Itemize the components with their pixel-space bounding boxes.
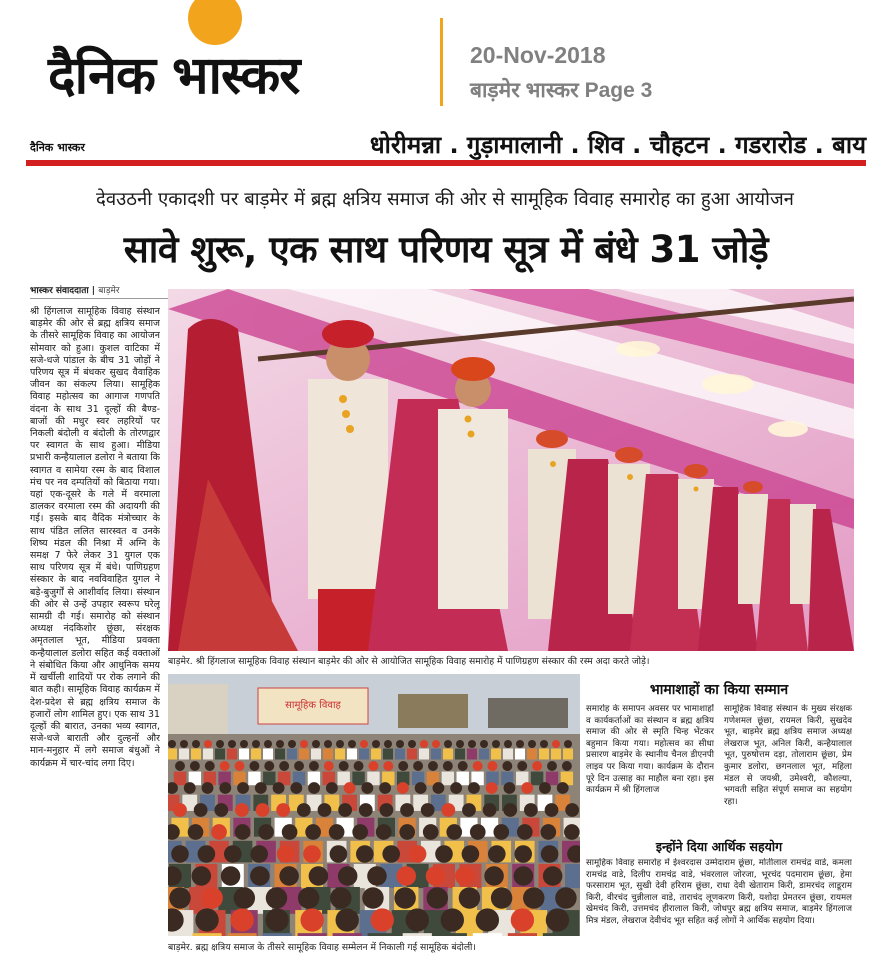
sidebar-title: भामाशाहों का किया सम्मान (649, 682, 789, 698)
article-body: श्री हिंगलाज सामूहिक विवाह संस्थान बाड़मेर की ओर से ब्रह्म क्षत्रिय समाज के तीसरे सामूहिक विवाह का आयोजन सोमवार को हुआ। कुशल वाटिका में सजे-धजे पांडाल के बीच 31 जोड़ों ने परिणय सूत्र में बंधकर सुखद वैवाहिक जीवन का संकल्प लिया। सामूहिक विवाह महोत्सव का आगाज गणपति वंदना के साथ 31 दूल्हों की बैण्ड-बाजों की मधुर स्वर लहरियों पर निकली बंदोली व बंदोली के तोरणद्वार पर स्वागत के साथ हुआ। मीडिया प्रभारी कन्हैयालाल डलोरा ने बताया कि स्वागत व सामेया रस्म के बाद विशाल मंच पर नव दम्पतियों को बिठाया गया। यहां एक-दूसरे के गले में वरमाला डालकर वरमाला रस्म की अदायगी की गई। इसके बाद वैदिक मंत्रोच्चार के साथ पंडित ललित सारस्वत व उनके शिष्य मंडल की निश्रा में अग्नि के समक्ष 7 फेरे लेकर 31 युगल एक साथ परिणय सूत्र में बंधे। पाणिग्रहण संस्कार के बाद नवविवाहित युगल ने बड़े-बुजुर्गों से आशीर्वाद लिया। संस्थान की ओर से उन्हें उपहार स्वरूप घरेलू सामग्री दी गई। समारोह को संस्थान अध्यक्ष नंदकिशोर छूंछा, संरक्षक अमृतलाल भूत, मीडिया प्रवक्ता कन्हैयालाल डलोरा सहित कई वक्ताओं ने संबोधित किया और आधुनिक समय में खर्चीली शादियों पर रोक लगाने की बात कही। सामूहिक विवाह कार्यक्रम में देश-प्रदेश से ब्रह्म क्षत्रिय समाज के हजारों लोग शामिल हुए। एक साथ 31 दूल्हों की बारात, उनका भव्य स्वागत, सजे-धजे बाराती और दुल्हनों और मान-मनुहार में लगे समाज बंधुओं ने कार्यक्रम में चार-चांद लगा दिए। (30, 306, 160, 769)
masthead (0, 0, 886, 120)
photo1-caption: बाड़मेर. श्री हिंगलाज सामूहिक विवाह संस्थान बाड़मेर की ओर से आयोजित सामूहिक विवाह समारोह में पाणिग्रहण संस्कार की रस्म अदा करते जोड़े। (168, 656, 650, 667)
masthead-divider (440, 18, 443, 106)
sun-logo-icon (186, 0, 244, 48)
byline: भास्कर संवाददाता | बाड़मेर (30, 283, 170, 299)
byline-author: भास्कर संवाददाता (30, 286, 89, 296)
procession-photo (168, 674, 580, 936)
sidebar-column-a: समारोह के समापन अवसर पर भामाशाहों व कार्यकर्ताओं का संस्थान व ब्रह्म क्षत्रिय समाज की ओर से स्मृति चिन्ह भेंटकर बहुमान किया गया। महोत्सव का सीधा प्रसारण बाड़मेर के स्थानीय चैनल डीएनपी लाइव पर किया गया। कार्यक्रम के दौरान पूरे दिन उत्साह का माहौल बना रहा। इस कार्यक्रम में श्री हिंगलाज (586, 704, 714, 796)
procession-banner-text: सामूहिक विवाह (285, 700, 341, 711)
photo2-caption: बाड़मेर. ब्रह्म क्षत्रिय समाज के तीसरे सामूहिक विवाह सम्मेलन में निकाली गई सामूहिक बंदोली। (168, 942, 476, 953)
sidebar-donors: सामूहिक विवाह समारोह में ईश्वरदास उम्मेदाराम छूंछा, मोतीलाल रामचंद्र वाडे, कमला रामचंद्र वाडे, दिलीप रामचंद्र वाडे, भंवरलाल जोरजा, भूरचंद पदमाराम छूंछा, हेमा फरसाराम भूत, सुखी देवी हरिराम छूंछा, राधा देवी खेताराम किरी, डामरचंद लाडूराम किरी, वीरचंद चुन्नीलाल वाडे, ताराचंद लूणकरण किरी, यशोदा प्रेमतरन छूंछा, रायमल खेमचंद किरी, उत्तमचंद हीरालाल किरी, जोधपुर ब्रह्म क्षत्रिय समाज, बाड़मेर हिंगलाज मित्र मंडल, लेखराज देवीचंद भूत सहित कई लोगों ने आर्थिक सहयोग दिया। (586, 858, 852, 926)
honours-sidebar (584, 674, 854, 956)
publication-date: 20-Nov-2018 (470, 42, 606, 68)
sidebar-subtitle: इन्होंने दिया आर्थिक सहयोग (655, 839, 783, 854)
mini-logo: दैनिक भास्कर (30, 141, 85, 154)
newspaper-logo: दैनिक भास्कर (48, 46, 300, 106)
sidebar-column-b: सामूहिक विवाह संस्थान के मुख्य संरक्षक गणेशमल छूंछा, रायमल किरी, सुखदेव भूत, बाड़मेर ब्रह्म क्षत्रिय समाज अध्यक्ष लेखराज भूत, अनिल किरी, कन्हैयालाल भूत, पुरुषोत्तम दड़ा, तोलाराम छूंछा, प्रेम कुमार डलोरा, छगनलाल भूत, महिला मंडल से जयश्री, उमेश्वरी, कौशल्या, भगवती सहित संपूर्ण समाज का सहयोग रहा। (724, 704, 852, 807)
red-divider (26, 160, 866, 166)
section-towns: धोरीमन्ना . गुड़ामालानी . शिव . चौहटन . गडरारोड . बाय (369, 131, 866, 159)
byline-place: बाड़मेर (98, 286, 120, 296)
wedding-couples-illustration (168, 289, 854, 651)
wedding-couples-photo (168, 289, 854, 651)
edition-page: बाड़मेर भास्कर Page 3 (470, 79, 653, 102)
procession-illustration (168, 674, 580, 936)
article-kicker: देवउठनी एकादशी पर बाड़मेर में ब्रह्म क्षत्रिय समाज की ओर से सामूहिक विवाह समारोह का हुआ आयोजन (96, 189, 794, 210)
article-headline: सावे शुरू, एक साथ परिणय सूत्र में बंधे 31 जोड़े (123, 228, 769, 271)
